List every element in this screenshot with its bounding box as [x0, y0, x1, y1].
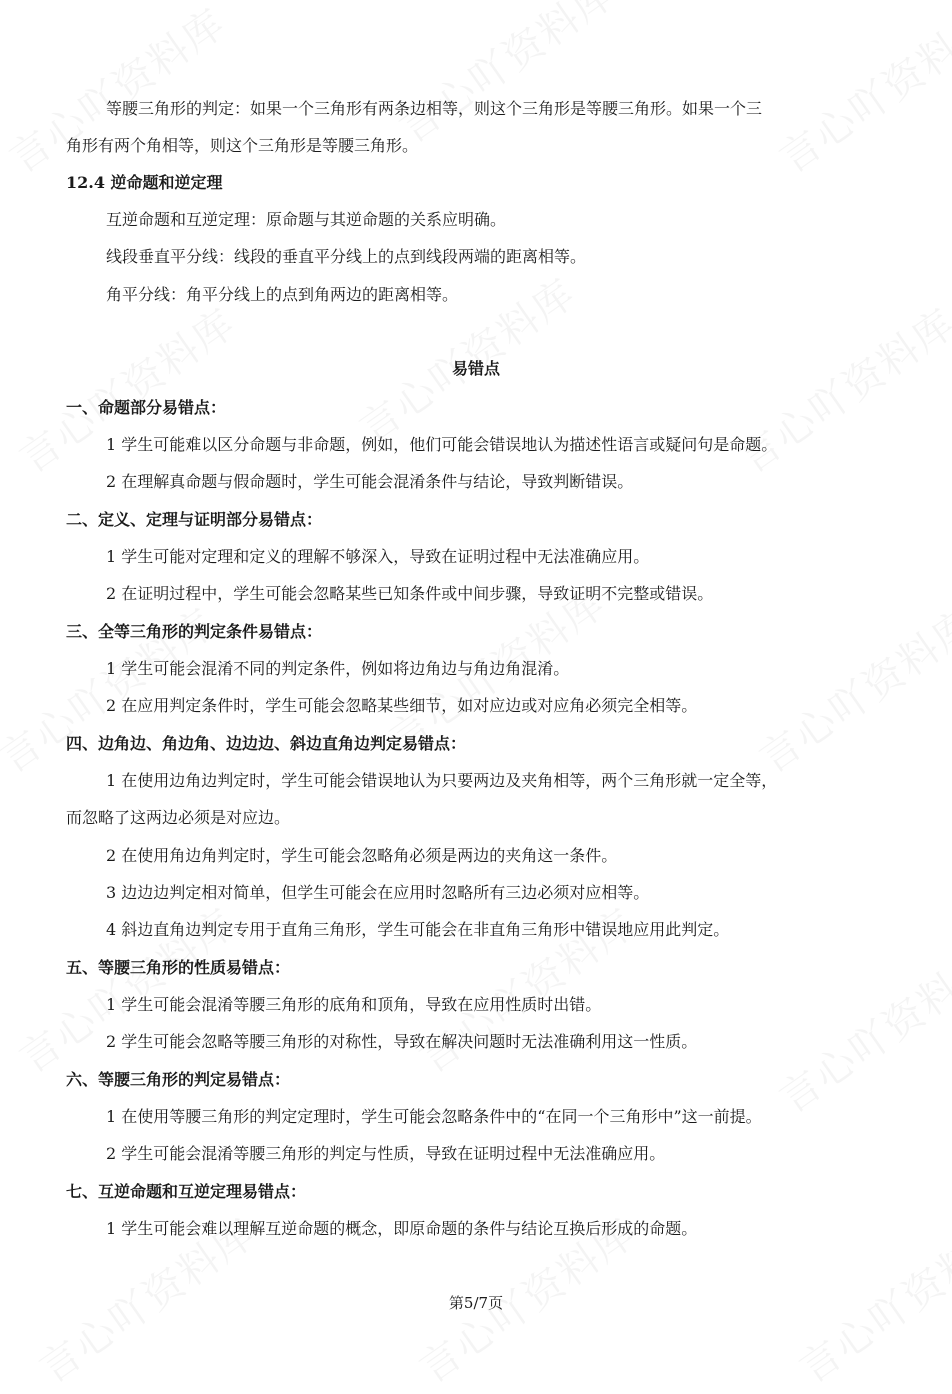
paragraph-isosceles-criterion-line1: 等腰三角形的判定：如果一个三角形有两条边相等，则这个三角形是等腰三角形。如果一个三 — [106, 99, 763, 118]
error-section-heading: 二、定义、定理与证明部分易错点： — [66, 510, 323, 529]
error-item: 1 学生可能对定理和定义的理解不够深入，导致在证明过程中无法准确应用。 — [106, 547, 650, 566]
error-item: 2 在使用角边角判定时，学生可能会忽略角必须是两边的夹角这一条件。 — [106, 846, 618, 865]
paragraph-angle-bisector: 角平分线：角平分线上的点到角两边的距离相等。 — [106, 285, 459, 304]
error-item: 1 学生可能会混淆等腰三角形的底角和顶角，导致在应用性质时出错。 — [106, 995, 602, 1014]
paragraph-converse-theorem: 互逆命题和互逆定理：原命题与其逆命题的关系应明确。 — [106, 210, 507, 229]
common-errors-title: 易错点 — [451, 359, 500, 378]
paragraph-perpendicular-bisector: 线段垂直平分线：线段的垂直平分线上的点到线段两端的距离相等。 — [106, 247, 587, 266]
error-item: 3 边边边判定相对简单，但学生可能会在应用时忽略所有三边必须对应相等。 — [106, 883, 650, 902]
error-item: 1 学生可能会难以理解互逆命题的概念，即原命题的条件与结论互换后形成的命题。 — [106, 1219, 698, 1238]
error-item: 1 学生可能难以区分命题与非命题，例如，他们可能会错误地认为描述性语言或疑问句是命题。 — [106, 435, 778, 454]
error-item: 2 学生可能会忽略等腰三角形的对称性，导致在解决问题时无法准确利用这一性质。 — [106, 1032, 698, 1051]
paragraph-isosceles-criterion-line2: 角形有两个角相等，则这个三角形是等腰三角形。 — [66, 136, 419, 155]
error-section-heading: 一、命题部分易错点： — [66, 398, 227, 417]
error-item-continuation: 而忽略了这两边必须是对应边。 — [66, 808, 291, 827]
error-section-heading: 三、全等三角形的判定条件易错点： — [66, 622, 323, 641]
error-section-heading: 六、等腰三角形的判定易错点： — [66, 1070, 291, 1089]
error-section-heading: 七、互逆命题和互逆定理易错点： — [66, 1182, 307, 1201]
error-item: 1 在使用等腰三角形的判定定理时，学生可能会忽略条件中的“在同一个三角形中”这一前提。 — [106, 1107, 762, 1126]
error-item: 2 在理解真命题与假命题时，学生可能会混淆条件与结论，导致判断错误。 — [106, 472, 634, 491]
page-number: 第5/7页 — [448, 1294, 504, 1312]
section-heading-12-4: 12.4 逆命题和逆定理 — [66, 173, 223, 192]
error-item: 4 斜边直角边判定专用于直角三角形，学生可能会在非直角三角形中错误地应用此判定。 — [106, 920, 730, 939]
error-section-heading: 五、等腰三角形的性质易错点： — [66, 958, 291, 977]
error-item: 1 在使用边角边判定时，学生可能会错误地认为只要两边及夹角相等，两个三角形就一定全等， — [106, 771, 778, 790]
error-item: 1 学生可能会混淆不同的判定条件，例如将边角边与角边角混淆。 — [106, 659, 570, 678]
error-item: 2 在证明过程中，学生可能会忽略某些已知条件或中间步骤，导致证明不完整或错误。 — [106, 584, 714, 603]
error-item: 2 学生可能会混淆等腰三角形的判定与性质，导致在证明过程中无法准确应用。 — [106, 1144, 666, 1163]
error-item: 2 在应用判定条件时，学生可能会忽略某些细节，如对应边或对应角必须完全相等。 — [106, 696, 698, 715]
error-section-heading: 四、边角边、角边角、边边边、斜边直角边判定易错点： — [66, 734, 467, 753]
